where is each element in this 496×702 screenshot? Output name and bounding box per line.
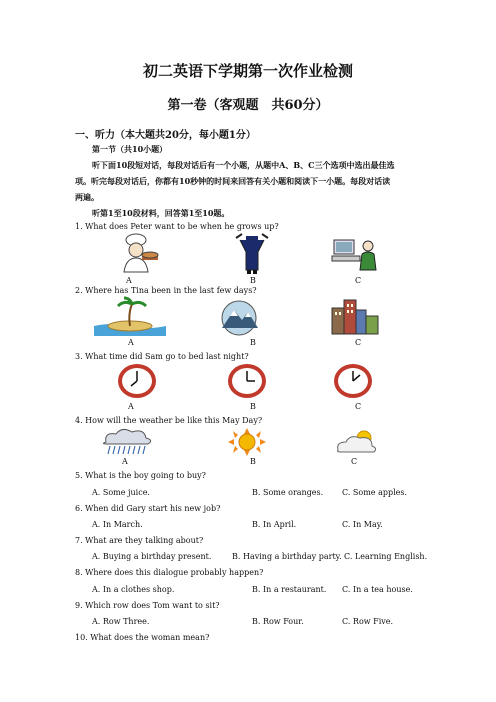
question-8: 8. Where does this dialogue probably happen? — [75, 568, 264, 577]
question-1: 1. What does Peter want to be when he grows up? — [75, 222, 279, 231]
option-a-label: A — [128, 338, 134, 347]
snow-mountain-image — [216, 300, 262, 336]
option-a-label: A — [126, 276, 132, 285]
option-c-label: C — [355, 276, 362, 285]
question-5-option-a: A. Some juice. — [92, 488, 150, 497]
page-subtitle: 第一卷（客观题 共60分） — [167, 98, 329, 113]
question-7-option-a: A. Buying a birthday present. — [92, 552, 212, 561]
sun-cloud-image — [334, 428, 380, 456]
question-9-option-c: C. Row Five. — [342, 617, 394, 626]
rain-cloud-image — [100, 428, 154, 456]
question-8-option-c: C. In a tea house. — [342, 585, 413, 594]
question-9-option-a: A. Row Three. — [92, 617, 150, 626]
question-3: 3. What time did Sam go to bed last night? — [75, 352, 249, 361]
clock-image — [332, 362, 374, 400]
island-beach-image — [94, 296, 166, 336]
question-6-option-c: C. In May. — [342, 520, 383, 529]
computer-worker-image — [330, 236, 382, 274]
instructions-line-1: 听下面10段短对话，每段对话后有一个小题，从题中A、B、C三个选项中选出最佳选 — [92, 160, 395, 170]
option-b-label: B — [250, 457, 256, 466]
question-8-option-b: B. In a restaurant. — [252, 585, 327, 594]
option-b-label: B — [250, 402, 256, 411]
clock-image — [116, 362, 158, 400]
question-2: 2. Where has Tina been in the last few days? — [75, 286, 257, 295]
option-c-label: C — [355, 338, 362, 347]
chef-image — [112, 232, 162, 274]
part-heading: 第一节（共10小题） — [92, 144, 168, 154]
question-7-option-c: C. Learning English. — [344, 552, 428, 561]
question-6: 6. When did Gary start his new job? — [75, 504, 221, 513]
question-7-option-b: B. Having a birthday party. — [232, 552, 342, 561]
option-a-label: A — [128, 402, 134, 411]
question-9-option-b: B. Row Four. — [252, 617, 304, 626]
question-7: 7. What are they talking about? — [75, 536, 204, 545]
question-6-option-b: B. In April. — [252, 520, 297, 529]
question-8-option-a: A. In a clothes shop. — [92, 585, 175, 594]
question-10: 10. What does the woman mean? — [75, 633, 210, 642]
instructions-line-2: 项。听完每段对话后，你都有10秒钟的时间来回答有关小题和阅读下一小题。每段对话读 — [75, 176, 391, 186]
page-title: 初二英语下学期第一次作业检测 — [142, 62, 353, 80]
question-6-option-a: A. In March. — [92, 520, 143, 529]
option-c-label: C — [351, 457, 358, 466]
question-4: 4. How will the weather be like this May Day? — [75, 416, 263, 425]
clock-image — [226, 362, 268, 400]
police-officer-image — [232, 232, 272, 274]
section-heading: 一、听力（本大题共20分，每小题1分） — [75, 130, 256, 141]
sun-image — [228, 428, 266, 456]
question-9: 9. Which row does Tom want to sit? — [75, 601, 220, 610]
option-a-label: A — [122, 457, 128, 466]
question-5: 5. What is the boy going to buy? — [75, 471, 206, 480]
sub-instruction: 听第1至10段材料，回答第1至10题。 — [92, 208, 230, 218]
option-b-label: B — [250, 276, 256, 285]
instructions-line-3: 两遍。 — [75, 192, 99, 202]
option-b-label: B — [250, 338, 256, 347]
city-buildings-image — [330, 296, 380, 336]
question-5-option-c: C. Some apples. — [342, 488, 408, 497]
question-5-option-b: B. Some oranges. — [252, 488, 324, 497]
option-c-label: C — [355, 402, 362, 411]
